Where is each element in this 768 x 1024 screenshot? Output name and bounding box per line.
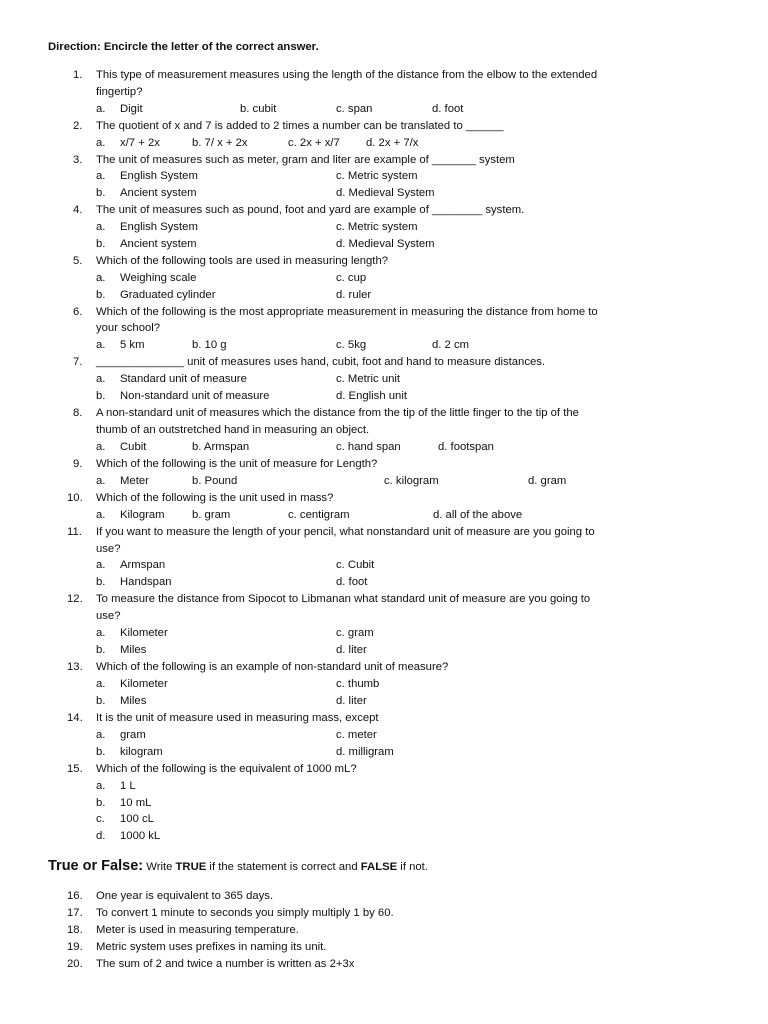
q12-number: 12. (67, 593, 83, 605)
q9-option-a: Meter (120, 475, 149, 487)
q12-option-a: Kilometer (120, 627, 168, 639)
q6-number: 6. (73, 306, 83, 318)
item-18-number: 18. (67, 924, 83, 936)
q14-option-b-letter: b. (96, 746, 106, 758)
q7-option-a: Standard unit of measure (120, 373, 247, 385)
q7-number: 7. (73, 356, 83, 368)
q14-stem: It is the unit of measure used in measuring mass, except (96, 712, 379, 724)
q6-option-c: c. 5kg (336, 339, 367, 351)
q4-option-a-letter: a. (96, 221, 106, 233)
q7-option-b-letter: b. (96, 390, 106, 402)
q7-stem: ______________ unit of measures uses hand, cubit, foot and hand to measure distances. (96, 356, 546, 368)
q9-option-d: d. gram (528, 475, 567, 487)
q15-option-d: 1000 kL (120, 830, 161, 842)
q2-number: 2. (73, 120, 83, 132)
item-19-number: 19. (67, 941, 83, 953)
q3-option-b: Ancient system (120, 187, 197, 199)
true-false-heading (48, 857, 428, 876)
item-16-text: One year is equivalent to 365 days. (96, 890, 274, 902)
false-keyword: FALSE (360, 861, 398, 873)
q5-number: 5. (73, 255, 83, 267)
q15-option-a: 1 L (120, 780, 136, 792)
true-false-instruction-1: Write (146, 861, 176, 873)
true-false-instruction-3: if not. (397, 861, 428, 873)
q5-option-a-letter: a. (96, 272, 106, 284)
q15-option-c: 100 cL (120, 813, 154, 825)
q14-option-d: d. milligram (336, 746, 394, 758)
q8-option-b: b. Armspan (192, 441, 250, 453)
q2-stem: The quotient of x and 7 is added to 2 times a number can be translated to ______ (96, 120, 504, 132)
q10-option-a-letter: a. (96, 509, 106, 521)
q14-option-a: gram (120, 729, 146, 741)
q14-option-c: c. meter (336, 729, 377, 741)
q13-option-c: c. thumb (336, 678, 380, 690)
q10-number: 10. (67, 492, 83, 504)
q10-option-c: c. centigram (288, 509, 350, 521)
q9-stem: Which of the following is the unit of measure for Length? (96, 458, 378, 470)
q2-option-a: x/7 + 2x (120, 137, 160, 149)
q7-option-a-letter: a. (96, 373, 106, 385)
item-20-number: 20. (67, 958, 83, 970)
q9-option-a-letter: a. (96, 475, 106, 487)
q8-number: 8. (73, 407, 83, 419)
q4-number: 4. (73, 204, 83, 216)
q3-option-c: c. Metric system (336, 170, 418, 182)
q12-option-b-letter: b. (96, 644, 106, 656)
q14-option-a-letter: a. (96, 729, 106, 741)
true-false-instruction-2: if the statement is correct and (206, 861, 361, 873)
q10-option-b: b. gram (192, 509, 231, 521)
q13-option-b: Miles (120, 695, 147, 707)
q11-stem-cont: use? (96, 543, 121, 555)
q8-option-c: c. hand span (336, 441, 401, 453)
q1-option-d: d. foot (432, 103, 464, 115)
q2-option-b: b. 7/ x + 2x (192, 137, 248, 149)
item-19-text: Metric system uses prefixes in naming its unit. (96, 941, 327, 953)
q4-option-d: d. Medieval System (336, 238, 435, 250)
q11-option-b: Handspan (120, 576, 172, 588)
q12-option-c: c. gram (336, 627, 374, 639)
q15-option-b: 10 mL (120, 797, 152, 809)
item-16-number: 16. (67, 890, 83, 902)
q5-option-c: c. cup (336, 272, 367, 284)
q11-option-c: c. Cubit (336, 559, 375, 571)
q3-option-d: d. Medieval System (336, 187, 435, 199)
q11-option-a: Armspan (120, 559, 166, 571)
q15-option-b-letter: b. (96, 797, 106, 809)
q12-option-b: Miles (120, 644, 147, 656)
q9-number: 9. (73, 458, 83, 470)
q6-stem: Which of the following is the most appropriate measurement in measuring the distance from home to (96, 306, 598, 318)
q1-number: 1. (73, 69, 83, 81)
q10-stem: Which of the following is the unit used in mass? (96, 492, 334, 504)
q11-option-a-letter: a. (96, 559, 106, 571)
q5-option-b: Graduated cylinder (120, 289, 216, 301)
q6-option-d: d. 2 cm (432, 339, 470, 351)
q15-stem: Which of the following is the equivalent of 1000 mL? (96, 763, 357, 775)
q13-option-d: d. liter (336, 695, 367, 707)
q10-option-a: Kilogram (120, 509, 165, 521)
q5-option-a: Weighing scale (120, 272, 197, 284)
q6-stem-cont: your school? (96, 322, 161, 334)
q13-option-b-letter: b. (96, 695, 106, 707)
q1-option-c: c. span (336, 103, 373, 115)
q5-option-b-letter: b. (96, 289, 106, 301)
q15-number: 15. (67, 763, 83, 775)
q11-stem: If you want to measure the length of your pencil, what nonstandard unit of measure are you going to (96, 526, 595, 538)
q9-option-c: c. kilogram (384, 475, 439, 487)
q11-option-b-letter: b. (96, 576, 106, 588)
q11-option-d: d. foot (336, 576, 368, 588)
q13-stem: Which of the following is an example of non-standard unit of measure? (96, 661, 449, 673)
q14-number: 14. (67, 712, 83, 724)
true-false-title: True or False: (48, 858, 144, 874)
q8-option-a: Cubit (120, 441, 147, 453)
q6-option-a: 5 km (120, 339, 145, 351)
direction-heading: Direction: Encircle the letter of the correct answer. (48, 41, 319, 53)
q5-option-d: d. ruler (336, 289, 372, 301)
q2-option-d: d. 2x + 7/x (366, 137, 419, 149)
q12-stem-cont: use? (96, 610, 121, 622)
q8-stem: A non-standard unit of measures which the distance from the tip of the little finger to the tip of the (96, 407, 579, 419)
q4-option-c: c. Metric system (336, 221, 418, 233)
q1-stem-cont: fingertip? (96, 86, 143, 98)
q12-option-a-letter: a. (96, 627, 106, 639)
q8-option-a-letter: a. (96, 441, 106, 453)
q4-option-b-letter: b. (96, 238, 106, 250)
q7-option-b: Non-standard unit of measure (120, 390, 270, 402)
q2-option-a-letter: a. (96, 137, 106, 149)
q15-option-a-letter: a. (96, 780, 106, 792)
q4-option-a: English System (120, 221, 198, 233)
q6-option-a-letter: a. (96, 339, 106, 351)
item-18-text: Meter is used in measuring temperature. (96, 924, 299, 936)
q12-stem: To measure the distance from Sipocot to Libmanan what standard unit of measure are you going to (96, 593, 591, 605)
q7-option-d: d. English unit (336, 390, 407, 402)
q13-number: 13. (67, 661, 83, 673)
q9-option-b: b. Pound (192, 475, 238, 487)
q12-option-d: d. liter (336, 644, 367, 656)
item-17-number: 17. (67, 907, 83, 919)
q15-option-c-letter: c. (96, 813, 105, 825)
q8-option-d: d. footspan (438, 441, 494, 453)
q7-option-c: c. Metric unit (336, 373, 401, 385)
q10-option-d: d. all of the above (433, 509, 523, 521)
q1-stem: This type of measurement measures using the length of the distance from the elbow to the extended (96, 69, 598, 81)
q13-option-a: Kilometer (120, 678, 168, 690)
q8-stem-cont: thumb of an outstretched hand in measuring an object. (96, 424, 370, 436)
q5-stem: Which of the following tools are used in measuring length? (96, 255, 389, 267)
q2-option-c: c. 2x + x/7 (288, 137, 340, 149)
true-keyword: TRUE (175, 861, 207, 873)
q3-option-b-letter: b. (96, 187, 106, 199)
q4-option-b: Ancient system (120, 238, 197, 250)
q4-stem: The unit of measures such as pound, foot and yard are example of ________ system. (96, 204, 525, 216)
q3-number: 3. (73, 154, 83, 166)
q14-option-b: kilogram (120, 746, 163, 758)
q3-option-a-letter: a. (96, 170, 106, 182)
q13-option-a-letter: a. (96, 678, 106, 690)
q6-option-b: b. 10 g (192, 339, 227, 351)
item-20-text: The sum of 2 and twice a number is written as 2+3x (96, 958, 355, 970)
q11-number: 11. (67, 526, 82, 538)
q1-option-b: b. cubit (240, 103, 277, 115)
q1-option-a-letter: a. (96, 103, 106, 115)
q15-option-d-letter: d. (96, 830, 106, 842)
q1-option-a: Digit (120, 103, 143, 115)
q3-option-a: English System (120, 170, 198, 182)
q3-stem: The unit of measures such as meter, gram and liter are example of _______ system (96, 154, 515, 166)
item-17-text: To convert 1 minute to seconds you simply multiply 1 by 60. (96, 907, 394, 919)
